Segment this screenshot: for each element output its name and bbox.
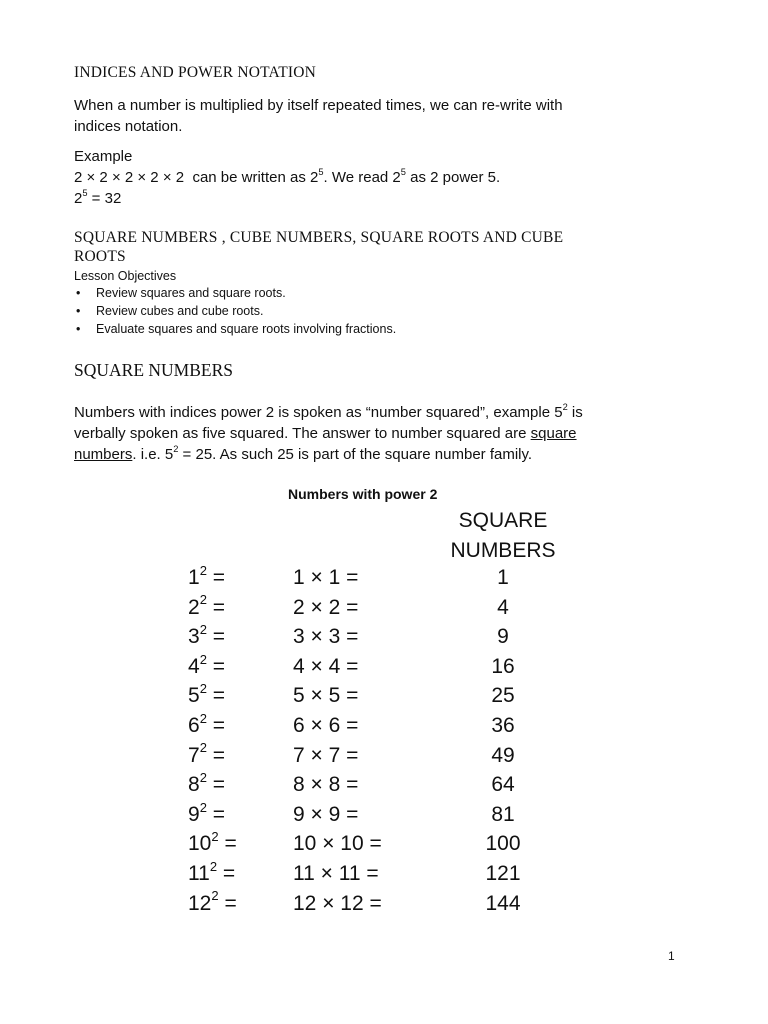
column-header-numbers: NUMBERS xyxy=(450,538,556,562)
table-row xyxy=(0,651,768,685)
exponent: 2 xyxy=(211,888,219,904)
power-cell xyxy=(188,829,237,856)
objective-item: • Review cubes and cube roots. xyxy=(74,302,674,320)
equals-sign: = xyxy=(217,862,236,885)
square-paragraph-line1 xyxy=(74,402,583,423)
base-number: 12 xyxy=(188,891,212,915)
base-number: 1 xyxy=(188,566,200,589)
equals-sign: = xyxy=(206,654,226,678)
equals-sign: = xyxy=(218,891,237,915)
example-result xyxy=(74,188,121,209)
example-expression: 2 × 2 × 2 × 2 × 2 xyxy=(74,169,185,186)
base-number: 4 xyxy=(188,654,200,678)
square-para-exponent: 2 xyxy=(562,402,568,413)
exponent: 2 xyxy=(199,740,207,756)
square-number-cell: 81 xyxy=(491,802,515,826)
square-paragraph-line2 xyxy=(74,423,577,444)
product-cell: 12 × 12 = xyxy=(293,891,382,915)
example-label: Example xyxy=(74,148,133,165)
base-number: 5 xyxy=(188,684,200,708)
table-row xyxy=(0,562,768,596)
table-row xyxy=(0,769,768,803)
table-row xyxy=(0,681,768,714)
power-cell xyxy=(188,592,226,620)
product-cell: 5 × 5 = xyxy=(293,684,359,708)
example-read-end: as 2 power 5. xyxy=(405,169,501,186)
page-number: 1 xyxy=(668,949,675,963)
square-para-underlined: square xyxy=(530,425,577,442)
square-para-exponent: 2 xyxy=(173,444,179,455)
product-cell: 10 × 10 = xyxy=(293,832,382,856)
result-exponent: 5 xyxy=(82,188,88,199)
table-row xyxy=(0,888,768,922)
equals-sign: = xyxy=(218,832,237,856)
product-cell: 1 × 1 = xyxy=(293,566,359,589)
product-cell: 6 × 6 = xyxy=(293,714,359,737)
exponent: 2 xyxy=(211,829,219,845)
table-row xyxy=(0,829,768,862)
equals-sign: = xyxy=(206,714,226,737)
exponent: 2 xyxy=(199,799,207,815)
base-number: 9 xyxy=(188,802,200,826)
product-cell: 8 × 8 = xyxy=(293,773,359,797)
column-header-square: SQUARE xyxy=(458,509,548,532)
example-read-text: . We read 2 xyxy=(323,169,401,186)
table-row xyxy=(0,799,768,833)
example-mid-text: can be written as 2 xyxy=(192,169,319,186)
square-number-cell: 36 xyxy=(491,714,515,737)
square-number-cell: 144 xyxy=(485,891,521,915)
exponent: 2 xyxy=(199,562,207,578)
square-number-cell: 25 xyxy=(491,684,515,708)
equals-sign: = xyxy=(206,566,226,589)
heading-indices: INDICES AND POWER NOTATION xyxy=(74,64,317,81)
base-number: 10 xyxy=(188,832,212,856)
equals-sign: = xyxy=(206,684,226,708)
table-title: Numbers with power 2 xyxy=(288,486,438,502)
square-number-cell: 100 xyxy=(485,832,521,856)
product-cell: 2 × 2 = xyxy=(293,595,359,619)
product-cell: 7 × 7 = xyxy=(293,743,359,767)
product-cell: 11 × 11 = xyxy=(293,862,379,885)
exponent: 2 xyxy=(199,681,207,697)
table-row xyxy=(0,592,768,626)
base-number: 2 xyxy=(188,595,200,619)
objective-item: • Review squares and square roots. xyxy=(74,284,674,302)
objectives-list xyxy=(74,284,674,338)
square-number-cell: 4 xyxy=(497,595,509,619)
equals-sign: = xyxy=(206,773,226,797)
example-line xyxy=(74,167,500,188)
base-number: 3 xyxy=(188,625,200,649)
exponent: 2 xyxy=(199,621,207,637)
power-cell xyxy=(188,858,236,886)
power-cell xyxy=(188,621,226,649)
square-number-cell: 64 xyxy=(491,773,515,797)
equals-sign: = xyxy=(206,743,226,767)
product-cell: 4 × 4 = xyxy=(293,654,359,678)
power-cell xyxy=(188,740,226,768)
square-para-text-end: = 25. As such 25 is part of the square number family. xyxy=(178,446,533,463)
table-row xyxy=(0,710,768,744)
example-exponent: 5 xyxy=(318,167,324,178)
power-cell xyxy=(188,710,226,738)
objective-item: • Evaluate squares and square roots involving fractions. xyxy=(74,320,674,338)
base-number: 8 xyxy=(188,773,200,797)
square-number-cell: 1 xyxy=(497,566,509,589)
result-base: 2 xyxy=(74,190,83,207)
square-number-cell: 16 xyxy=(491,654,515,678)
exponent: 2 xyxy=(199,592,207,608)
heading-square-cube-line1: SQUARE NUMBERS , CUBE NUMBERS, SQUARE ROOTS AND CUBE xyxy=(74,229,564,246)
objectives-label: Lesson Objectives xyxy=(74,269,177,283)
power-cell xyxy=(188,888,237,916)
square-number-cell: 121 xyxy=(485,862,521,885)
heading-square-cube-line2: ROOTS xyxy=(74,248,126,265)
power-cell xyxy=(188,681,226,708)
square-para-text: verbally spoken as five squared. The answer to number squared are xyxy=(74,425,531,442)
equals-sign: = xyxy=(206,625,226,649)
exponent: 2 xyxy=(209,858,218,874)
table-row xyxy=(0,858,768,892)
power-cell xyxy=(188,799,226,827)
paragraph-indices-line1: When a number is multiplied by itself repeated times, we can re-write with xyxy=(74,97,563,114)
square-number-cell: 9 xyxy=(497,625,509,649)
square-para-text: . i.e. 5 xyxy=(132,446,174,463)
paragraph-indices-line2: indices notation. xyxy=(74,118,183,135)
exponent: 2 xyxy=(199,769,207,785)
equals-sign: = xyxy=(206,802,226,826)
heading-square-numbers: SQUARE NUMBERS xyxy=(74,360,233,380)
example-read-exponent: 5 xyxy=(400,167,406,178)
base-number: 7 xyxy=(188,743,200,767)
result-rest: = 32 xyxy=(87,190,122,207)
table-row xyxy=(0,740,768,774)
square-number-cell: 49 xyxy=(491,743,515,767)
exponent: 2 xyxy=(199,710,207,726)
product-cell: 3 × 3 = xyxy=(293,625,359,649)
base-number: 6 xyxy=(188,714,200,737)
square-para-text-end: is xyxy=(567,404,583,421)
table-row xyxy=(0,621,768,655)
square-para-text: Numbers with indices power 2 is spoken as “number squared”, example 5 xyxy=(74,404,563,421)
power-cell xyxy=(188,562,226,590)
product-cell: 9 × 9 = xyxy=(293,802,359,826)
exponent: 2 xyxy=(199,651,207,667)
square-paragraph-line3 xyxy=(74,444,532,465)
square-para-underlined: numbers xyxy=(74,446,133,463)
power-cell xyxy=(188,651,226,679)
power-cell xyxy=(188,769,226,797)
equals-sign: = xyxy=(206,595,226,619)
base-number: 11 xyxy=(188,862,210,885)
